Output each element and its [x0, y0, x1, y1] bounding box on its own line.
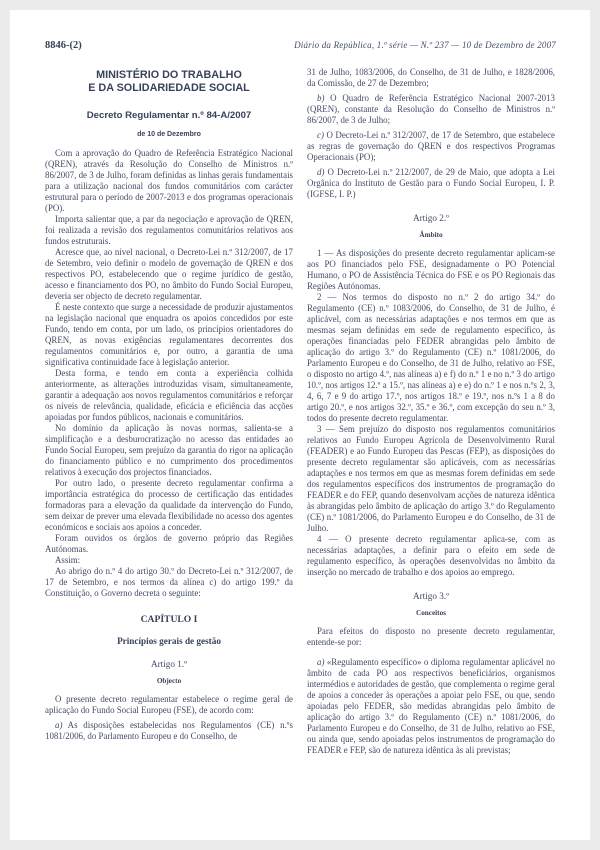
list-item-marker: b) — [317, 93, 325, 103]
ministry-heading-line1: MINISTÉRIO DO TRABALHO — [96, 69, 242, 81]
list-item-text: O Decreto-Lei n.º 212/2007, de 29 de Maio, que adopta a Lei Orgânica do Instituto de Gestão para o Fundo Social Europeu, I. P. (IGFSE, I. P.) — [307, 167, 556, 199]
list-item-text: As disposições estabelecidas nos Regulamentos (CE) n.ºs 1081/2006, do Parlamento Europeu e do Conselho, de — [45, 720, 293, 741]
item-a-continuation: 31 de Julho, 1083/2006, do Conselho, de 31 de Julho, e 1828/2006, da Comissão, de 27 de Dezembro; — [307, 67, 555, 88]
preamble — [45, 148, 293, 599]
article2-paragraph: 1 — As disposições do presente decreto regulamentar aplicam-se aos PO financiados pelo FSE, designadamente o PO Potencial Humano, o PO de Assistência Técnica do FSE e os PO Regionais das Regiões Autónomas. — [307, 248, 555, 291]
list-item-marker: c) — [317, 130, 324, 140]
right-column — [307, 67, 555, 756]
article1-subtitle: Objecto — [156, 677, 182, 685]
preamble-paragraph: No domínio da aplicação às novas normas, salienta-se a simplificação e a desburocratização no acesso das entidades ao Fundo Social Europeu, sem prejuízo da garantia do rigor na aplicação do financiamento público e no cumprimento dos procedimentos relativos à execução dos projectos financiados. — [45, 423, 293, 477]
preamble-paragraph: Por outro lado, o presente decreto regulamentar confirma a importância estratégica do processo de certificação das entidades formadoras para a elevação da qualidade da intervenção do Fundo, sem deixar de prever uma elevada flexibilidade no acesso dos agentes económicos e sociais aos apoios a conceder. — [45, 478, 293, 532]
decree-date: de 10 de Dezembro — [137, 131, 201, 138]
list-item-text: «Regulamento específico» o diploma regulamentar aplicável no âmbito de cada PO aos respectivos beneficiários, organismos intermédios e autoridades de gestão, que complementa o regime geral de apoios a conceder às operações a apoiar pelo FSE, ou que, sendo apoiadas pelo FEDER, são medidas abrangidas pelo âmbito de aplicação do artigo 3.º do Regulamento (CE) n.º 1081/2006, do Parlamento Europeu e do Conselho, de 31 de Julho, relativo ao FSE, ou ainda que, sendo apoiadas pelos instrumentos de programação do FEADER e FEP, são de natureza idêntica às ali previstas; — [307, 657, 555, 755]
edition-title: Diário da República, 1.ª série — N.º 237 — 10 de Dezembro de 2007 — [294, 40, 556, 50]
list-item-a — [45, 720, 293, 742]
article3-intro: Para efeitos do disposto no presente decreto regulamentar, entende-se por: — [307, 626, 555, 647]
list-item-text: O Decreto-Lei n.º 312/2007, de 17 de Setembro, que estabelece as regras de governação do QREN e dos respectivos Programas Operacionais (PO); — [307, 130, 555, 162]
article2-subtitle: Âmbito — [419, 231, 443, 239]
article3-heading: Artigo 3.º — [412, 591, 450, 601]
list-item-d — [307, 167, 555, 200]
list-item-marker: a) — [317, 657, 325, 667]
list-item-b — [307, 93, 555, 126]
preamble-paragraph: Foram ouvidos os órgãos de governo próprio das Regiões Autónomas. — [45, 533, 293, 554]
preamble-paragraph: Com a aprovação do Quadro de Referência Estratégico Nacional (QREN), através da Resolução do Conselho de Ministros n.º 86/2007, de 3 de Julho, foram definidas as linhas gerais fundamentais para a utilização nacional dos fundos comunitários com carácter estrutural para o período de 2007-2013 e dos programas operacionais (PO). — [45, 148, 293, 213]
decree-title: Decreto Regulamentar n.º 84-A/2007 — [86, 110, 252, 121]
preamble-paragraph: É neste contexto que surge a necessidade de produzir ajustamentos na legislação nacional que enquadra os apoios concedidos por este Fundo, tendo em conta, por um lado, os princípios orientadores do QREN, as novas exigências regulamentares decorrentes dos regulamentos comunitários e, por outro, a garantia de uma significativa continuidade face à legislação anterior. — [45, 302, 293, 367]
preamble-paragraph: Ao abrigo do n.º 4 do artigo 30.º do Decreto-Lei n.º 312/2007, de 17 de Setembro, e nos termos da alínea c) do artigo 199.º da Constituição, o Governo decreta o seguinte: — [45, 566, 293, 598]
article2-paragraph: 4 — O presente decreto regulamentar aplica-se, com as necessárias adaptações, a definir para o efeito em sede de regulamento específico, às operações desenvolvidas no âmbito da inserção no mercado de trabalho e dos apoios ao emprego. — [307, 534, 555, 577]
two-column-layout — [45, 67, 556, 756]
chapter-heading: CAPÍTULO I — [140, 614, 198, 625]
list-item-c — [307, 130, 555, 163]
page-number: 8846-(2) — [45, 40, 82, 51]
gazette-page — [10, 10, 590, 840]
preamble-paragraph: Importa salientar que, a par da negociação e aprovação de QREN, foi realizada a revisão dos regulamentos comunitários relativos aos fundos estruturais. — [45, 214, 293, 246]
article2-paragraph: 3 — Sem prejuízo do disposto nos regulamentos comunitários relativos ao Fundo Europeu Agrícola de Desenvolvimento Rural (FEADER) e ao Fundo Europeu das Pescas (FEP), as disposições do presente decreto regulamentar são aplicáveis, com as necessárias adaptações e nos termos em que as mesmas forem definidas em sede dos regulamentos específicos dos instrumentos de programação do FEADER e do FEP, quando desenvolvam acções de natureza idêntica às abrangidas pelo âmbito de aplicação do artigo 3.º do Regulamento (CE) n.º 1081/2006, do Parlamento Europeu e do Conselho, de 31 de Julho. — [307, 424, 555, 533]
article3-subtitle: Conceitos — [416, 609, 446, 617]
article2-paragraph: 2 — Nos termos do disposto no n.º 2 do artigo 34.º do Regulamento (CE) n.º 1083/2006, do Conselho, de 31 de Julho, é aplicável, com as necessárias adaptações e nos termos em que as mesmas sejam definidas em sede de regulamento específico, às operações financiadas pelo FEDER abrangidas pelo âmbito de aplicação do artigo 3.º do Regulamento (CE) n.º 1081/2006, do Parlamento Europeu e do Conselho, de 31 de Julho, relativo ao FSE, o disposto no artigo 4.º, nas alíneas a) e f) do n.º 1 e no n.º 3 do artigo 10.º, nos artigos 12.º a 15.º, nas alíneas a) e e) do n.º 1 e nos n.ºs 2, 3, 4, 6, 7 e 9 do artigo 17.º, nos artigos 18.º e 19.º, nos n.ºs 1 a 8 do artigo 20.º, e nos artigos 32.º, 35.º e 36.º, com excepção do seu n.º 3, todos do presente decreto regulamentar. — [307, 292, 555, 423]
list-item-text: O Quadro de Referência Estratégico Nacional 2007-2013 (QREN), constante da Resolução do Conselho de Ministros n.º 86/2007, de 3 de Julho; — [307, 93, 555, 125]
article1-heading: Artigo 1.º — [150, 659, 188, 669]
left-column — [45, 67, 293, 756]
article1-intro: O presente decreto regulamentar estabelece o regime geral de aplicação do Fundo Social Europeu (FSE), de acordo com: — [45, 694, 293, 715]
chapter-title: Princípios gerais de gestão — [117, 636, 221, 646]
preamble-paragraph: Desta forma, e tendo em conta a experiência colhida anteriormente, as alterações introduzidas visam, simultaneamente, garantir a adequação aos novos regulamentos comunitários e reforçar os níveis de relevância, qualidade, eficácia e eficiência das acções apoiadas por fundos públicos, nacionais e comunitários. — [45, 368, 293, 422]
list-item-marker: a) — [55, 720, 63, 730]
page-header — [45, 40, 556, 51]
ministry-heading — [45, 69, 293, 95]
article2-heading: Artigo 2.º — [412, 213, 450, 223]
preamble-paragraph: Assim: — [55, 555, 81, 565]
ministry-heading-line2: E DA SOLIDARIEDADE SOCIAL — [88, 82, 250, 94]
preamble-paragraph: Acresce que, ao nível nacional, o Decreto-Lei n.º 312/2007, de 17 de Setembro, veio definir o modelo de governação de QREN e dos respectivos PO, estabelecendo que o regime jurídico de gestão, acesso e financiamento dos PO, no âmbito do Fundo Social Europeu, deveria ser objecto de decreto regulamentar. — [45, 247, 293, 301]
list-item-a-definitions — [307, 657, 555, 756]
list-item-marker: d) — [317, 167, 325, 177]
